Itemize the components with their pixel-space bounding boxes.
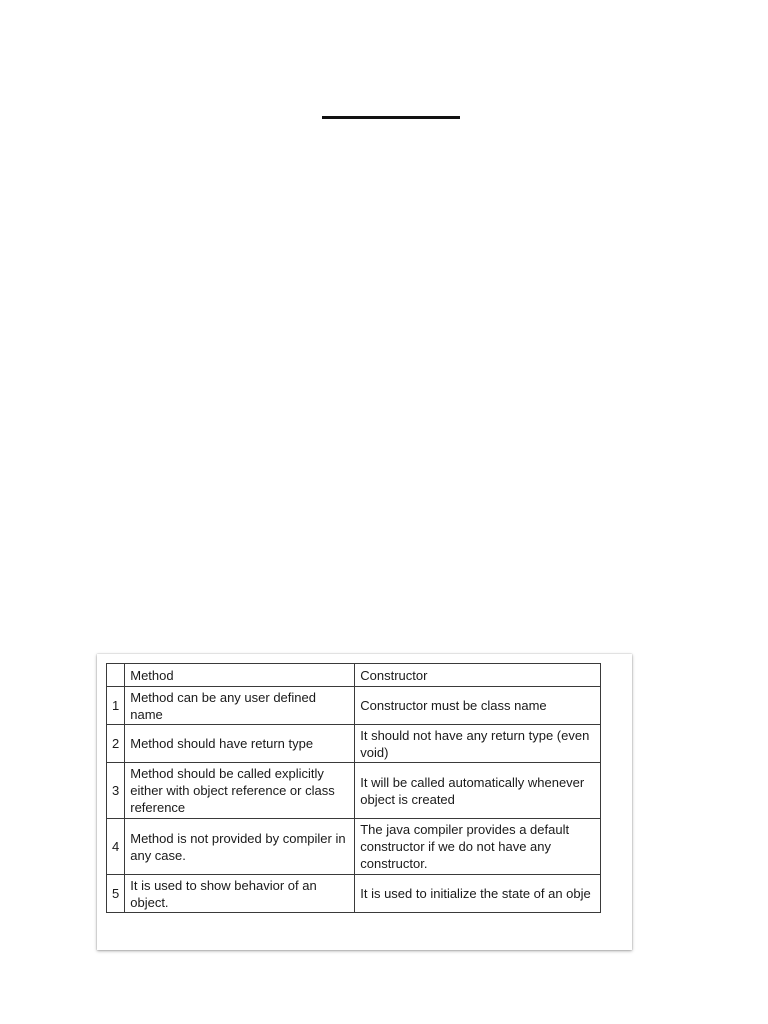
header-constructor: Constructor: [355, 664, 601, 687]
header-number: [107, 664, 125, 687]
table-row: [107, 819, 601, 875]
method-cell: Method should have return type: [125, 725, 355, 763]
method-cell: Method should be called explicitly either with object reference or class reference: [125, 763, 355, 819]
table-row: [107, 687, 601, 725]
row-number: 4: [107, 819, 125, 875]
header-method: Method: [125, 664, 355, 687]
constructor-cell: It will be called automatically whenever object is created: [355, 763, 601, 819]
row-number: 2: [107, 725, 125, 763]
title-underline: [322, 116, 460, 119]
constructor-cell: It is used to initialize the state of an obje: [355, 875, 601, 913]
row-number: 3: [107, 763, 125, 819]
row-number: 1: [107, 687, 125, 725]
constructor-cell: The java compiler provides a default constructor if we do not have any constructor.: [355, 819, 601, 875]
method-cell: Method is not provided by compiler in any case.: [125, 819, 355, 875]
row-number: 5: [107, 875, 125, 913]
method-cell: Method can be any user defined name: [125, 687, 355, 725]
method-cell: It is used to show behavior of an object.: [125, 875, 355, 913]
constructor-cell: Constructor must be class name: [355, 687, 601, 725]
comparison-table-image: [97, 654, 632, 950]
constructor-cell: It should not have any return type (even void): [355, 725, 601, 763]
table-header-row: [107, 664, 601, 687]
table-row: [107, 875, 601, 913]
table-row: [107, 725, 601, 763]
method-vs-constructor-table: [106, 663, 601, 913]
table-row: [107, 763, 601, 819]
